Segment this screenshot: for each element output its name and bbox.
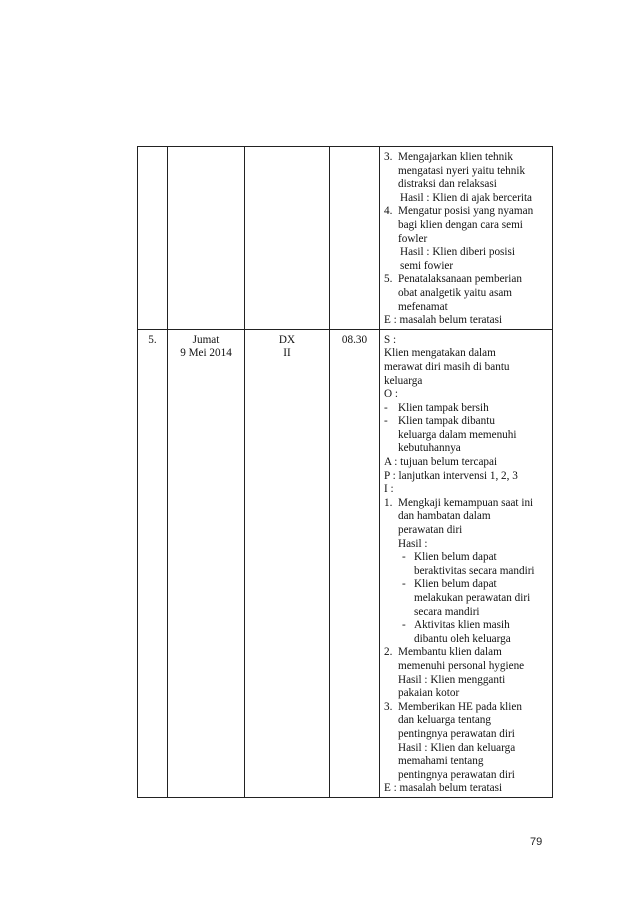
cell-implementation	[380, 147, 553, 330]
list-item	[384, 497, 550, 551]
text-line: Hasil : Klien dan keluarga	[398, 741, 516, 754]
text-line: Membantu klien dalam	[398, 646, 502, 659]
text-line: distraksi dan relaksasi	[398, 178, 497, 191]
dash-marker: -	[402, 619, 406, 632]
cell-date	[168, 329, 245, 797]
text-line: Penatalaksanaan pemberian	[398, 273, 522, 286]
list-item	[384, 273, 550, 314]
cell-no	[138, 329, 168, 797]
result-line: Hasil :	[398, 537, 428, 550]
evaluation-line: E : masalah belum teratasi	[384, 314, 503, 327]
date-label: 9 Mei 2014	[180, 347, 232, 360]
text-line: secara mandiri	[414, 605, 480, 618]
text-line: melakukan perawatan diri	[414, 592, 531, 604]
text-line: keluarga	[384, 374, 423, 387]
result-line: Hasil : Klien di ajak bercerita	[400, 191, 533, 204]
text-line: Hasil : Klien mengganti	[398, 673, 506, 686]
text-line: Mengkaji kemampuan saat ini	[398, 496, 534, 509]
result-line: semi fowier	[400, 259, 454, 272]
text-line: fowler	[398, 232, 428, 245]
dash-marker: -	[384, 401, 388, 414]
text-line: Memberikan HE pada klien	[398, 700, 522, 713]
cell-dx	[245, 329, 330, 797]
text-line: mengatasi nyeri yaitu tehnik	[398, 164, 526, 177]
text-line: mefenamat	[398, 300, 448, 313]
time-label: 08.30	[341, 333, 368, 346]
result-line: Hasil : Klien diberi posisi	[400, 246, 515, 259]
nursing-evaluation-table	[137, 146, 553, 798]
item-number: 4.	[384, 205, 393, 218]
item-number: 1.	[384, 496, 393, 509]
dash-marker: -	[402, 578, 406, 591]
text-line: Aktivitas klien masih	[414, 619, 510, 632]
page-number: 79	[530, 836, 543, 848]
text-line: pentingnya perawatan diri	[398, 727, 515, 740]
cell-time	[330, 329, 380, 797]
dash-marker: -	[384, 415, 388, 428]
text-line: obat analgetik yaitu asam	[398, 286, 513, 299]
diagnosis-label: DX	[278, 333, 296, 346]
text-line: perawatan diri	[398, 524, 463, 537]
cell-dx	[245, 147, 330, 330]
text-line: Klien mengatakan dalam	[384, 347, 496, 360]
list-item	[384, 402, 550, 416]
list-item	[384, 151, 550, 205]
table-row	[138, 329, 553, 797]
day-label: Jumat	[192, 333, 220, 346]
cell-evaluation	[380, 329, 553, 797]
text-line: Klien belum dapat	[414, 551, 497, 564]
text-line: beraktivitas secara mandiri	[414, 564, 535, 577]
text-line: bagi klien dengan cara semi	[398, 218, 523, 231]
text-line: memenuhi personal hygiene	[398, 659, 525, 672]
cell-time	[330, 147, 380, 330]
text-line: dan keluarga tentang	[398, 714, 491, 727]
text-line: dan hambatan dalam	[398, 510, 491, 523]
text-line: Klien belum dapat	[414, 578, 497, 591]
row-number: 5.	[148, 333, 157, 346]
text-line: pakaian kotor	[398, 687, 460, 700]
sub-list-item	[384, 619, 550, 646]
text-line: kebutuhannya	[398, 442, 461, 455]
text-line: Mengatur posisi yang nyaman	[398, 205, 534, 218]
text-line: dibantu oleh keluarga	[414, 632, 511, 645]
text-line: pentingnya perawatan diri	[398, 768, 515, 781]
item-number: 3.	[384, 700, 393, 713]
text-line: keluarga dalam memenuhi	[398, 428, 517, 441]
item-number: 2.	[384, 646, 393, 659]
list-item	[384, 415, 550, 456]
sub-list-item	[384, 578, 550, 619]
text-line: Klien tampak bersih	[398, 401, 489, 414]
text-line: memahami tentang	[398, 755, 484, 768]
item-number: 5.	[384, 273, 393, 286]
i-label: I :	[384, 483, 394, 496]
plan-line: P : lanjutkan intervensi 1, 2, 3	[384, 469, 518, 482]
list-item	[384, 646, 550, 700]
text-line: merawat diri masih di bantu	[384, 360, 510, 373]
s-label: S :	[384, 333, 397, 346]
o-label: O :	[384, 388, 398, 401]
cell-date	[168, 147, 245, 330]
item-number: 3.	[384, 151, 393, 163]
list-item	[384, 205, 550, 273]
table-row	[138, 147, 553, 330]
evaluation-line: E : masalah belum teratasi	[384, 782, 503, 795]
sub-list-item	[384, 551, 550, 578]
text-line: Klien tampak dibantu	[398, 415, 495, 428]
text-line: Mengajarkan klien tehnik	[398, 151, 513, 163]
assessment-line: A : tujuan belum tercapai	[384, 456, 498, 469]
dash-marker: -	[402, 551, 406, 564]
cell-no	[138, 147, 168, 330]
list-item	[384, 701, 550, 783]
diagnosis-number: II	[283, 347, 291, 360]
